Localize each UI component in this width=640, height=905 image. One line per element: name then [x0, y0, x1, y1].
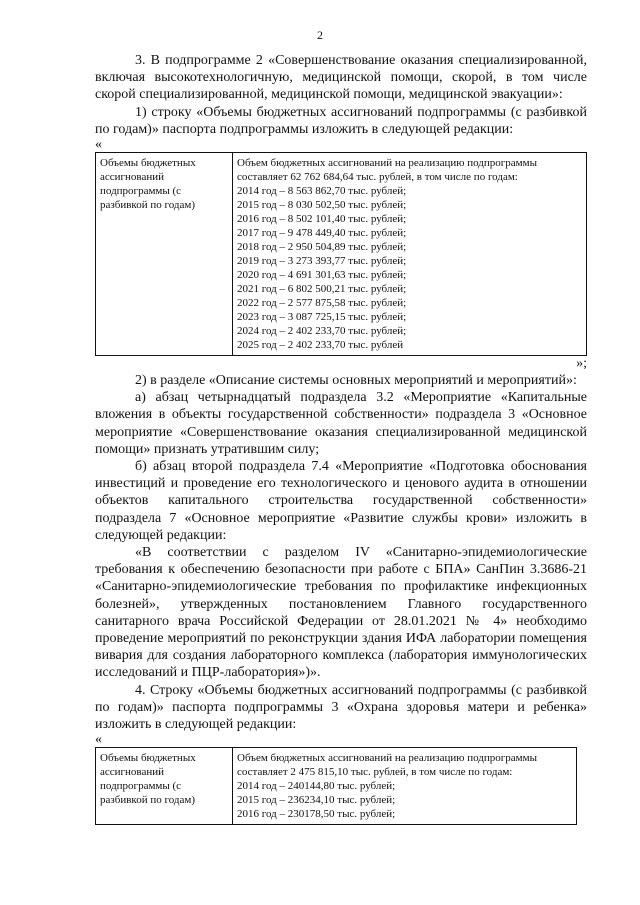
item3-sub2b: б) абзац второй подраздела 7.4 «Мероприятие «Подготовка обоснования инвестиций и проведение его технологического и ценового аудита в отношении объектов капитального строительства государственной собственности» подраздела 7 «Основное мероприятие «Развитие службы крови» изложить в следующей редакции:	[95, 459, 587, 543]
table1-line: 2024 год – 2 402 233,70 тыс. рублей;	[237, 325, 407, 338]
table1-line: 2016 год – 8 502 101,40 тыс. рублей;	[237, 213, 407, 226]
table1-line: 2023 год – 3 087 725,15 тыс. рублей;	[237, 311, 407, 324]
table1-line: 2015 год – 8 030 502,50 тыс. рублей;	[237, 199, 407, 212]
table-row	[96, 748, 577, 825]
table1-line: 2019 год – 3 273 393,77 тыс. рублей;	[237, 255, 407, 268]
table2-line: 2016 год – 230178,50 тыс. рублей;	[237, 808, 396, 821]
page-number: 2	[317, 28, 323, 42]
item4-intro: 4. Строку «Объемы бюджетных ассигнований подпрограммы (с разбивкой по годам)» паспорта подпрограммы 3 «Охрана здоровья матери и ребенка» изложить в следующей редакции:	[95, 682, 587, 733]
table2-line: Объем бюджетных ассигнований на реализацию подпрограммы составляет 2 475 815,10 тыс. рублей, в том числе по годам:	[237, 752, 537, 779]
table1-line: 2018 год – 2 950 504,89 тыс. рублей;	[237, 241, 407, 254]
table1-line: 2021 год – 6 802 500,21 тыс. рублей;	[237, 283, 407, 296]
table1-value-cell	[233, 153, 587, 356]
budget-table-subprogram-3	[95, 747, 577, 825]
table1-line: 2014 год – 8 563 862,70 тыс. рублей;	[237, 185, 407, 198]
item3-quote-text: «В соответствии с разделом IV «Санитарно-эпидемиологические требования к обеспечению безопасности при работе с БПА» СанПин 3.3686-21 «Санитарно-эпидемиологические требования по профилактике инфекционных болезней», утвержденных постановлением Главного государственного санитарного врача Российской Федерации от 28.01.2021 № 4» необходимо проведение мероприятий по реконструкции здания ИФА лаборатории помещения вивария для создания лабораторного комплекса (лаборатория иммунологических исследований и ПЦР-лаборатория»)».	[95, 545, 587, 681]
item3-intro: 3. В подпрограмме 2 «Совершенствование оказания специализированной, включая высокотехнологичную, медицинской помощи, скорой, в том числе скорой специализированной, медицинской помощи, медицинской эвакуации»:	[95, 53, 587, 103]
budget-table-subprogram-2	[95, 152, 587, 356]
table1-close-quote: »;	[576, 356, 587, 372]
table-row	[96, 153, 587, 356]
table2-line: 2014 год – 240144,80 тыс. рублей;	[237, 780, 396, 793]
table1-line: Объем бюджетных ассигнований на реализацию подпрограммы составляет 62 762 684,64 тыс. рублей, в том числе по годам:	[237, 157, 537, 184]
item3-sub2: 2) в разделе «Описание системы основных мероприятий и мероприятий»:	[135, 373, 577, 389]
table1-label-cell: Объемы бюджетных ассигнований подпрограммы (с разбивкой по годам)	[96, 153, 233, 356]
table2-open-quote: «	[95, 732, 102, 748]
item3-sub2a: а) абзац четырнадцатый подраздела 3.2 «Мероприятие «Капитальные вложения в объекты государственной собственности» подраздела 3 «Основное мероприятие «Совершенствование оказания специализированной медицинской помощи» признать утратившим силу;	[95, 390, 587, 457]
table2-label-cell: Объемы бюджетных ассигнований подпрограммы (с разбивкой по годам)	[96, 748, 233, 825]
item3-sub1: 1) строку «Объемы бюджетных ассигнований подпрограммы (с разбивкой по годам)» паспорта подпрограммы изложить в следующей редакции:	[95, 104, 587, 137]
table1-line: 2017 год – 9 478 449,40 тыс. рублей;	[237, 227, 407, 240]
table1-line: 2020 год – 4 691 301,63 тыс. рублей;	[237, 269, 407, 282]
table1-line: 2022 год – 2 577 875,58 тыс. рублей;	[237, 297, 407, 310]
table2-line: 2015 год – 236234,10 тыс. рублей;	[237, 794, 396, 807]
table1-line: 2025 год – 2 402 233,70 тыс. рублей	[237, 339, 404, 352]
table1-open-quote: «	[95, 137, 102, 153]
document-body	[95, 52, 587, 825]
table2-value-cell	[233, 748, 577, 825]
